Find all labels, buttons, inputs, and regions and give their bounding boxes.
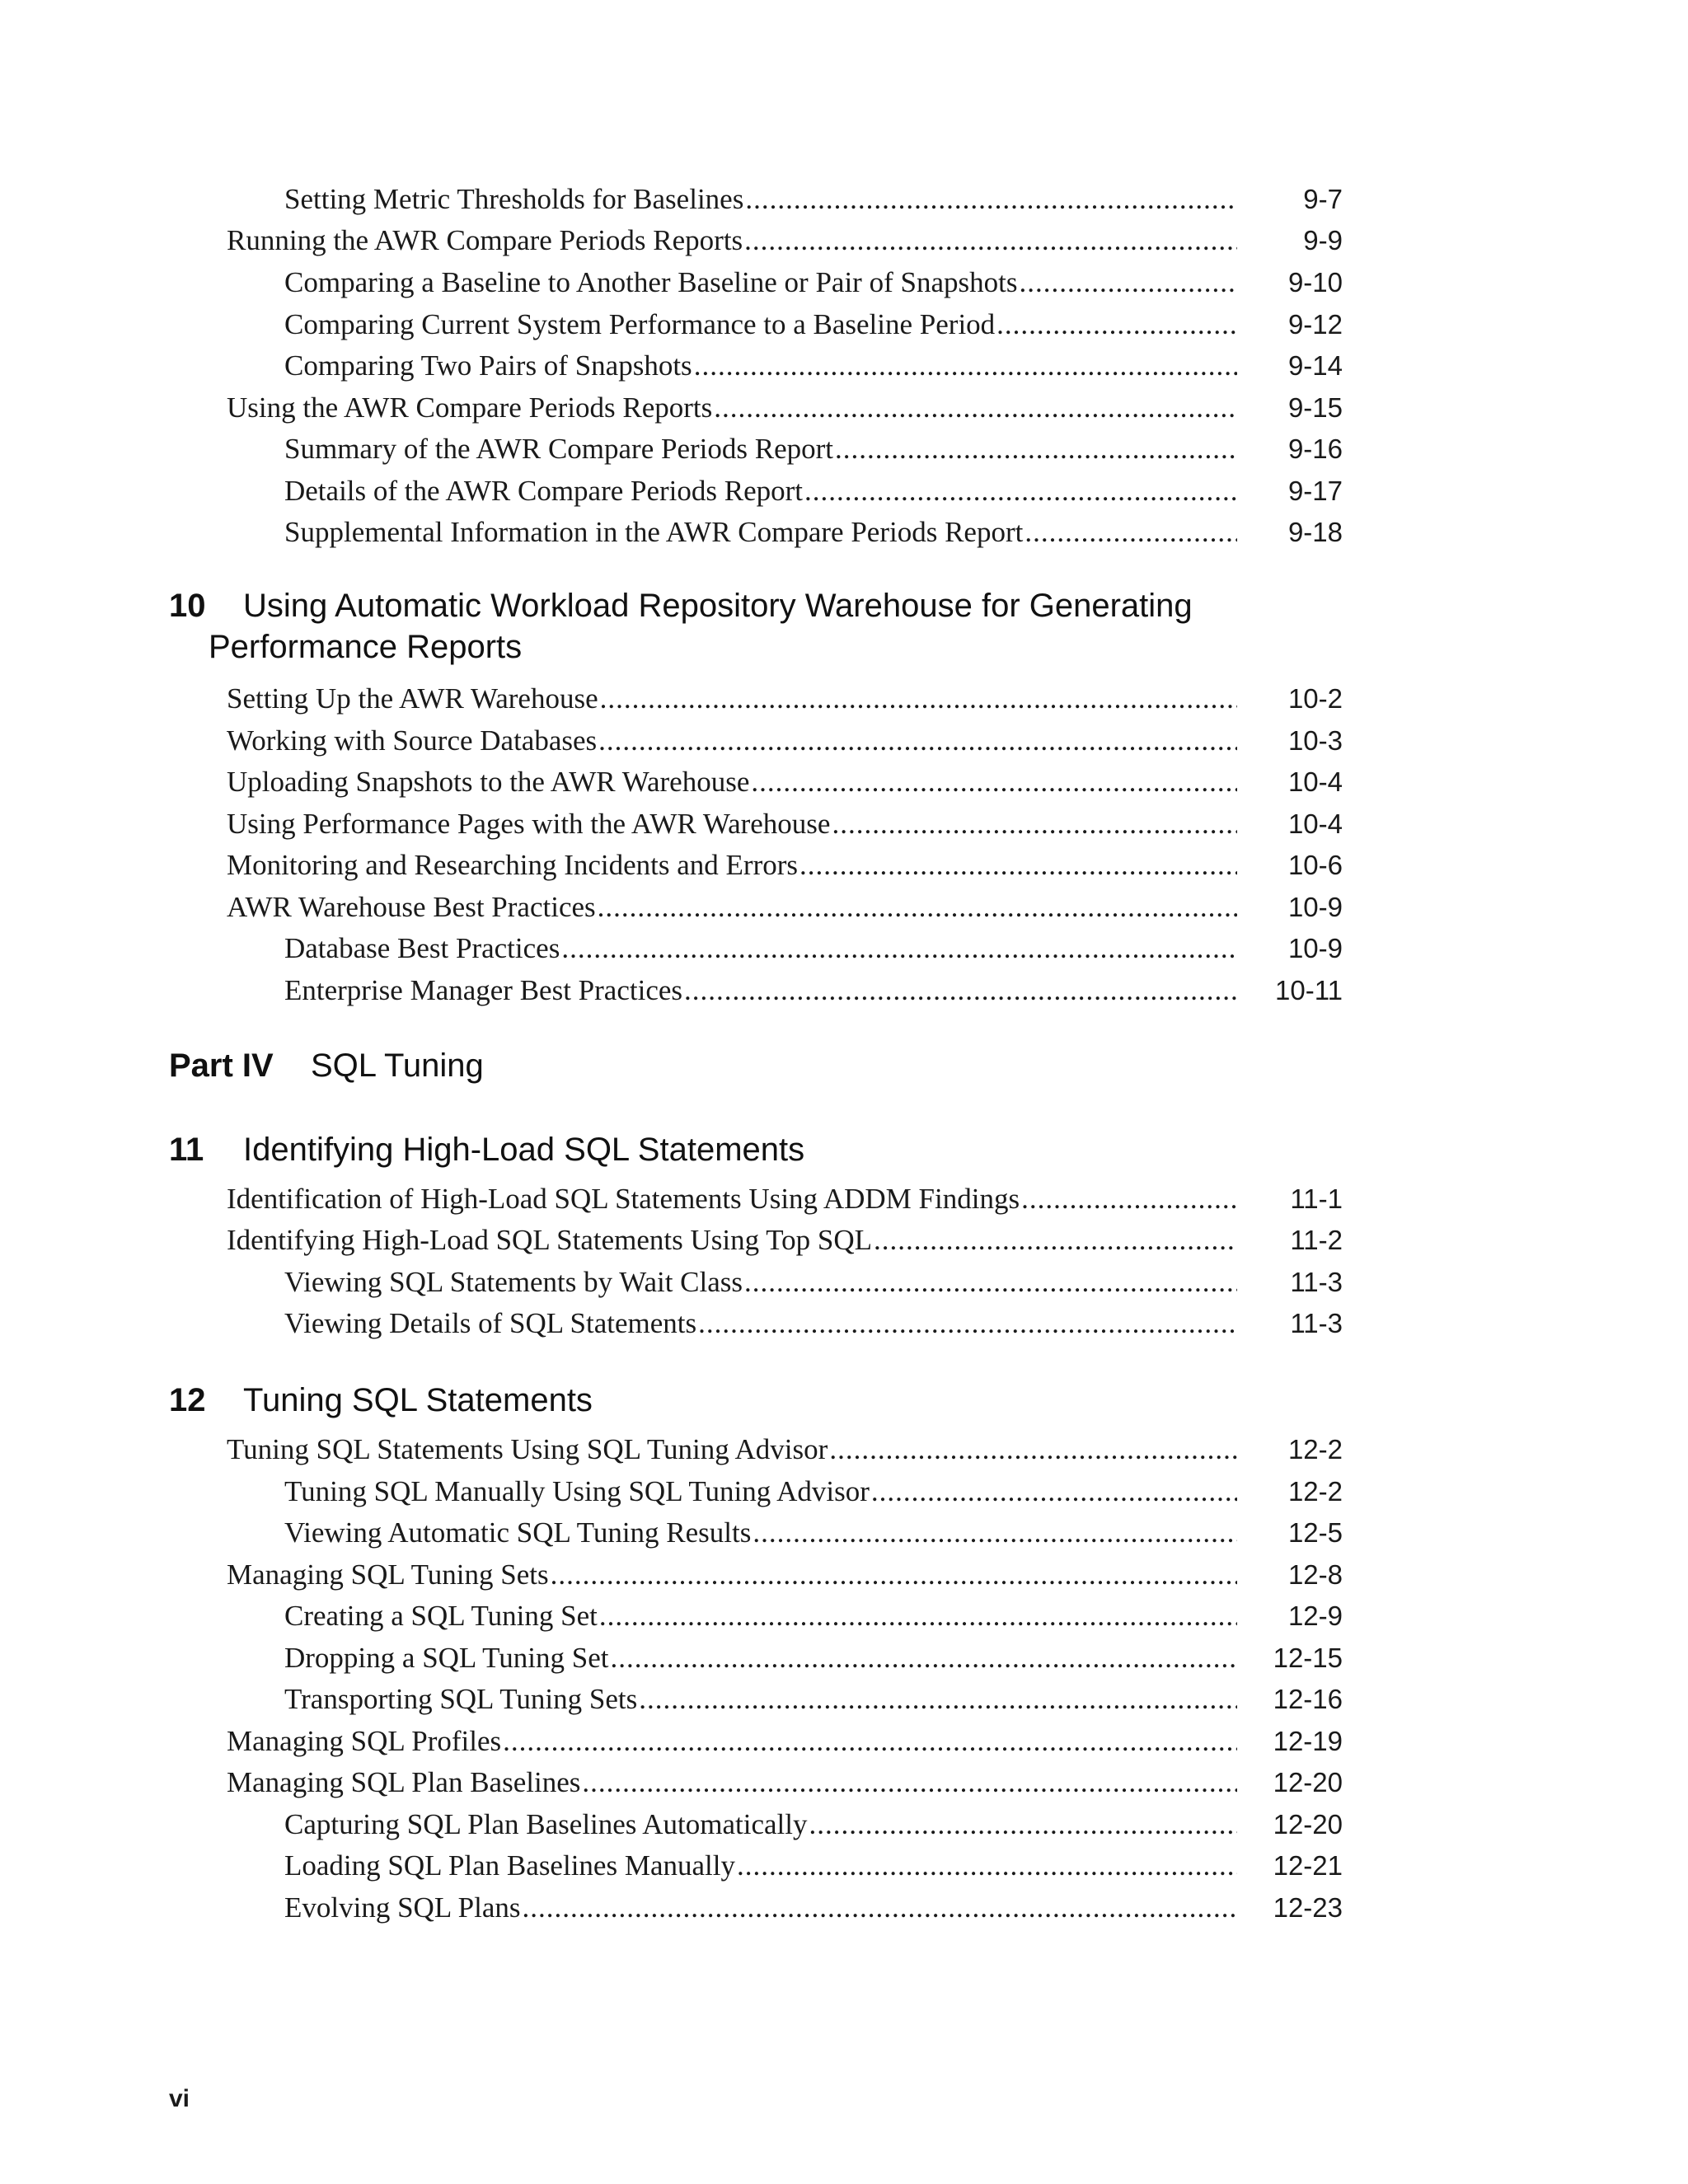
toc-entry[interactable] — [284, 305, 1343, 344]
toc-entry[interactable] — [227, 804, 1343, 844]
toc-entry-page: 10-6 — [1287, 850, 1343, 880]
dot-leader — [561, 929, 1237, 968]
toc-entry-page: 12-21 — [1273, 1850, 1343, 1881]
toc-entry-title: Summary of the AWR Compare Periods Report — [284, 433, 833, 465]
chapter-title: Using Automatic Workload Repository Warehouse for Generating — [243, 588, 1193, 624]
toc-entry-title: Transporting SQL Tuning Sets — [284, 1683, 638, 1715]
toc-entry[interactable] — [284, 513, 1343, 552]
dot-leader — [745, 180, 1237, 219]
part-label: Part IV — [169, 1047, 274, 1084]
toc-entry-page: 11-3 — [1290, 1308, 1343, 1338]
toc-entry-page: 9-12 — [1287, 309, 1343, 340]
toc-entry-page: 10-3 — [1287, 725, 1343, 756]
toc-entry-page: 10-11 — [1275, 975, 1343, 1005]
toc-entry-page: 9-7 — [1303, 184, 1343, 214]
toc-entry[interactable] — [227, 1763, 1343, 1802]
toc-entry-page: 12-2 — [1287, 1434, 1343, 1465]
dot-leader — [1021, 1179, 1237, 1219]
toc-entry[interactable] — [227, 388, 1343, 428]
toc-entry-page: 9-17 — [1287, 476, 1343, 506]
dot-leader — [639, 1680, 1237, 1719]
toc-entry[interactable] — [227, 762, 1343, 802]
dot-leader — [582, 1763, 1237, 1802]
toc-entry-title: Loading SQL Plan Baselines Manually — [284, 1849, 735, 1882]
toc-entry[interactable] — [284, 1304, 1343, 1343]
toc-entry[interactable] — [227, 1555, 1343, 1595]
toc-entry-title: Creating a SQL Tuning Set — [284, 1600, 598, 1632]
toc-entry-title: Setting Metric Thresholds for Baselines — [284, 183, 744, 215]
toc-entry-title: Supplemental Information in the AWR Compare Periods Report — [284, 516, 1024, 548]
toc-entry-title: Managing SQL Tuning Sets — [227, 1558, 549, 1591]
dot-leader — [737, 1846, 1237, 1886]
toc-entry-title: Running the AWR Compare Periods Reports — [227, 224, 743, 256]
toc-entry[interactable] — [227, 1179, 1343, 1219]
page-folio: vi — [169, 2085, 190, 2112]
toc-entry[interactable] — [227, 1722, 1343, 1761]
chapter-heading[interactable] — [169, 585, 1405, 668]
dot-leader — [684, 971, 1237, 1010]
toc-entry-page: 9-18 — [1287, 517, 1343, 547]
dot-leader — [874, 1221, 1237, 1260]
dot-leader — [598, 721, 1237, 761]
toc-entry-title: Viewing Automatic SQL Tuning Results — [284, 1516, 752, 1549]
chapter-title: Tuning SQL Statements — [243, 1382, 593, 1418]
dot-leader — [871, 1472, 1237, 1511]
toc-entry-page: 11-2 — [1290, 1225, 1343, 1255]
toc-entry-title: Database Best Practices — [284, 932, 560, 964]
toc-entry-title: Using Performance Pages with the AWR Warehouse — [227, 808, 831, 840]
chapter-heading[interactable] — [169, 1129, 1405, 1170]
toc-entry-title: Using the AWR Compare Periods Reports — [227, 391, 713, 424]
dot-leader — [523, 1888, 1238, 1928]
toc-entry[interactable] — [284, 346, 1343, 386]
toc-entry-title: Comparing a Baseline to Another Baseline or Pair of Snapshots — [284, 266, 1018, 298]
chapter-number: 12 — [169, 1382, 206, 1418]
toc-entry-title: Evolving SQL Plans — [284, 1891, 521, 1924]
toc-entry-page: 10-9 — [1287, 892, 1343, 922]
dot-leader — [809, 1805, 1237, 1844]
toc-entry-page: 10-2 — [1287, 683, 1343, 714]
toc-entry-page: 10-9 — [1287, 933, 1343, 963]
chapter-number: 11 — [169, 1132, 204, 1168]
dot-leader — [751, 762, 1237, 802]
chapter-heading[interactable] — [169, 1380, 1405, 1421]
dot-leader — [804, 471, 1237, 511]
toc-entry-title: Viewing SQL Statements by Wait Class — [284, 1266, 743, 1298]
toc-entry[interactable] — [284, 1846, 1343, 1886]
toc-entry[interactable] — [284, 1472, 1343, 1511]
dot-leader — [503, 1722, 1237, 1761]
toc-entry-page: 12-8 — [1287, 1559, 1343, 1590]
toc-entry-title: Managing SQL Plan Baselines — [227, 1766, 581, 1798]
toc-entry[interactable] — [284, 429, 1343, 469]
dot-leader — [598, 888, 1237, 927]
toc-entry[interactable] — [284, 1805, 1343, 1844]
toc-entry-title: Tuning SQL Manually Using SQL Tuning Advisor — [284, 1475, 870, 1507]
toc-entry[interactable] — [227, 1430, 1343, 1469]
toc-entry-page: 12-15 — [1273, 1643, 1343, 1673]
toc-entry[interactable] — [227, 221, 1343, 260]
toc-entry-title: Managing SQL Profiles — [227, 1725, 502, 1757]
toc-entry[interactable] — [284, 971, 1343, 1010]
toc-entry-page: 9-14 — [1287, 350, 1343, 381]
toc-entry-page: 12-2 — [1287, 1476, 1343, 1507]
dot-leader — [835, 429, 1237, 469]
dot-leader — [714, 388, 1237, 428]
toc-entry-title: Viewing Details of SQL Statements — [284, 1307, 697, 1339]
toc-entry-page: 12-9 — [1287, 1601, 1343, 1631]
toc-entry[interactable] — [227, 846, 1343, 885]
dot-leader — [799, 846, 1237, 885]
toc-entry[interactable] — [284, 1638, 1343, 1678]
toc-entry[interactable] — [227, 888, 1343, 927]
dot-leader — [996, 305, 1237, 344]
dot-leader — [744, 221, 1237, 260]
part-heading[interactable] — [169, 1045, 484, 1086]
toc-entry-title: Comparing Current System Performance to a Baseline Period — [284, 308, 996, 340]
toc-entry-title: Setting Up the AWR Warehouse — [227, 682, 598, 715]
dot-leader — [829, 1430, 1237, 1469]
toc-entry-page: 12-19 — [1273, 1726, 1343, 1756]
toc-entry-page: 11-3 — [1290, 1267, 1343, 1297]
toc-entry-title: AWR Warehouse Best Practices — [227, 891, 596, 923]
toc-entry[interactable] — [284, 1888, 1343, 1928]
toc-entry-page: 9-15 — [1287, 392, 1343, 423]
toc-entry-title: Details of the AWR Compare Periods Report — [284, 475, 804, 507]
part-title: SQL Tuning — [311, 1047, 484, 1084]
dot-leader — [753, 1513, 1237, 1553]
toc-entry[interactable] — [284, 1596, 1343, 1636]
toc-entry-title: Monitoring and Researching Incidents and Errors — [227, 849, 799, 881]
toc-entry[interactable] — [284, 1513, 1343, 1553]
toc-entry[interactable] — [227, 721, 1343, 761]
dot-leader — [1025, 513, 1237, 552]
toc-entry[interactable] — [284, 1263, 1343, 1302]
dot-leader — [832, 804, 1237, 844]
toc-entry-page: 12-20 — [1273, 1767, 1343, 1797]
toc-entry-page: 11-1 — [1290, 1183, 1343, 1214]
dot-leader — [1019, 263, 1237, 302]
toc-entry-title: Identification of High-Load SQL Statements Using ADDM Findings — [227, 1183, 1020, 1215]
toc-entry[interactable] — [284, 1680, 1343, 1719]
toc-entry[interactable] — [284, 471, 1343, 511]
toc-entry-page: 10-4 — [1287, 808, 1343, 839]
dot-leader — [694, 346, 1237, 386]
toc-entry-page: 10-4 — [1287, 766, 1343, 797]
toc-entry-title: Tuning SQL Statements Using SQL Tuning Advisor — [227, 1433, 828, 1465]
dot-leader — [551, 1555, 1237, 1595]
toc-entry-page: 12-23 — [1273, 1892, 1343, 1923]
toc-entry[interactable] — [284, 929, 1343, 968]
toc-entry[interactable] — [284, 263, 1343, 302]
chapter-number: 10 — [169, 588, 206, 624]
toc-entry-page: 9-10 — [1287, 267, 1343, 298]
toc-entry[interactable] — [227, 1221, 1343, 1260]
toc-entry-title: Comparing Two Pairs of Snapshots — [284, 349, 692, 382]
dot-leader — [600, 679, 1237, 719]
toc-entry-title: Capturing SQL Plan Baselines Automatically — [284, 1808, 808, 1840]
dot-leader — [599, 1596, 1237, 1636]
toc-entry-page: 12-5 — [1287, 1517, 1343, 1548]
toc-entry-page: 12-16 — [1273, 1684, 1343, 1714]
toc-entry-title: Dropping a SQL Tuning Set — [284, 1642, 609, 1674]
toc-entry-page: 9-9 — [1303, 225, 1343, 255]
toc-entry-page: 12-20 — [1273, 1809, 1343, 1840]
toc-entry-title: Uploading Snapshots to the AWR Warehouse — [227, 766, 750, 798]
toc-entry-title: Identifying High-Load SQL Statements Using Top SQL — [227, 1224, 873, 1256]
chapter-title-continued: Performance Reports — [209, 629, 523, 665]
toc-entry[interactable] — [227, 679, 1343, 719]
toc-entry-title: Enterprise Manager Best Practices — [284, 974, 683, 1006]
dot-leader — [610, 1638, 1237, 1678]
toc-entry-title: Working with Source Databases — [227, 724, 598, 757]
chapter-title: Identifying High-Load SQL Statements — [243, 1132, 805, 1168]
toc-entry-page: 9-16 — [1287, 434, 1343, 464]
toc-entry[interactable] — [284, 180, 1343, 219]
dot-leader — [744, 1263, 1237, 1302]
dot-leader — [698, 1304, 1237, 1343]
